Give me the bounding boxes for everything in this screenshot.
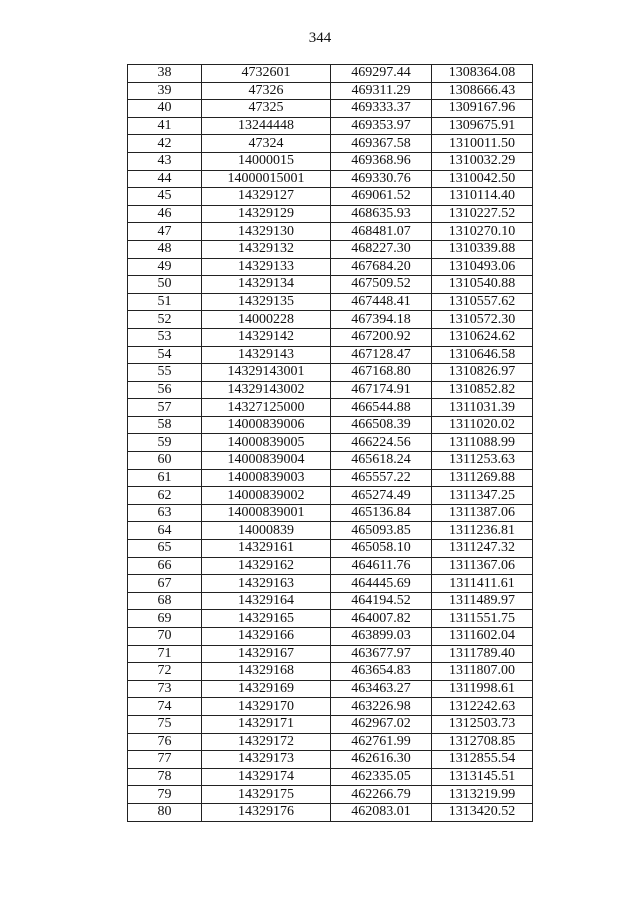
x-coordinate-cell: 465093.85 [331,522,432,540]
point-id-cell: 14329172 [202,733,331,751]
table-row [128,328,533,346]
y-coordinate-cell: 1310540.88 [432,276,533,294]
table-row [128,135,533,153]
x-coordinate-cell: 467200.92 [331,328,432,346]
x-coordinate-cell: 462335.05 [331,768,432,786]
x-coordinate-cell: 467174.91 [331,381,432,399]
x-coordinate-cell: 469061.52 [331,188,432,206]
table-row [128,399,533,417]
x-coordinate-cell: 465557.22 [331,469,432,487]
table-row [128,575,533,593]
table-row [128,628,533,646]
row-number-cell: 71 [128,645,202,663]
y-coordinate-cell: 1312242.63 [432,698,533,716]
y-coordinate-cell: 1310493.06 [432,258,533,276]
row-number-cell: 67 [128,575,202,593]
x-coordinate-cell: 463677.97 [331,645,432,663]
y-coordinate-cell: 1310227.52 [432,205,533,223]
table-row [128,786,533,804]
x-coordinate-cell: 463463.27 [331,680,432,698]
table-row [128,65,533,83]
x-coordinate-cell: 468227.30 [331,240,432,258]
row-number-cell: 68 [128,592,202,610]
table-row [128,364,533,382]
table-row [128,416,533,434]
row-number-cell: 53 [128,328,202,346]
x-coordinate-cell: 467509.52 [331,276,432,294]
row-number-cell: 44 [128,170,202,188]
y-coordinate-cell: 1311236.81 [432,522,533,540]
table-row [128,504,533,522]
table-row [128,188,533,206]
x-coordinate-cell: 469311.29 [331,82,432,100]
row-number-cell: 46 [128,205,202,223]
y-coordinate-cell: 1311807.00 [432,663,533,681]
row-number-cell: 42 [128,135,202,153]
table-row [128,540,533,558]
row-number-cell: 56 [128,381,202,399]
row-number-cell: 40 [128,100,202,118]
page-number: 344 [308,30,332,46]
point-id-cell: 14329169 [202,680,331,698]
point-id-cell: 14329135 [202,293,331,311]
y-coordinate-cell: 1312855.54 [432,751,533,769]
table-row [128,152,533,170]
row-number-cell: 74 [128,698,202,716]
x-coordinate-cell: 468635.93 [331,205,432,223]
point-id-cell: 14329175 [202,786,331,804]
row-number-cell: 60 [128,452,202,470]
point-id-cell: 14329143001 [202,364,331,382]
point-id-cell: 14329164 [202,592,331,610]
row-number-cell: 66 [128,557,202,575]
point-id-cell: 4732601 [202,65,331,83]
y-coordinate-cell: 1310114.40 [432,188,533,206]
row-number-cell: 73 [128,680,202,698]
x-coordinate-cell: 466508.39 [331,416,432,434]
table-row [128,803,533,821]
point-id-cell: 14329174 [202,768,331,786]
point-id-cell: 14327125000 [202,399,331,417]
point-id-cell: 14000839 [202,522,331,540]
table-row [128,293,533,311]
y-coordinate-cell: 1310339.88 [432,240,533,258]
y-coordinate-cell: 1312708.85 [432,733,533,751]
table-row [128,557,533,575]
table-row [128,452,533,470]
point-id-cell: 14000839005 [202,434,331,452]
y-coordinate-cell: 1311789.40 [432,645,533,663]
y-coordinate-cell: 1313420.52 [432,803,533,821]
x-coordinate-cell: 463654.83 [331,663,432,681]
row-number-cell: 54 [128,346,202,364]
y-coordinate-cell: 1311551.75 [432,610,533,628]
row-number-cell: 70 [128,628,202,646]
x-coordinate-cell: 462761.99 [331,733,432,751]
x-coordinate-cell: 468481.07 [331,223,432,241]
table-row [128,715,533,733]
table-row [128,434,533,452]
row-number-cell: 52 [128,311,202,329]
point-id-cell: 14000839001 [202,504,331,522]
table-row [128,346,533,364]
table-row [128,469,533,487]
table-row [128,768,533,786]
table-row [128,610,533,628]
y-coordinate-cell: 1310646.58 [432,346,533,364]
table-row [128,82,533,100]
y-coordinate-cell: 1311247.32 [432,540,533,558]
point-id-cell: 14329143 [202,346,331,364]
y-coordinate-cell: 1310826.97 [432,364,533,382]
point-id-cell: 14000015001 [202,170,331,188]
table-row [128,258,533,276]
table-row [128,276,533,294]
row-number-cell: 45 [128,188,202,206]
table-row [128,680,533,698]
row-number-cell: 43 [128,152,202,170]
row-number-cell: 41 [128,117,202,135]
x-coordinate-cell: 465058.10 [331,540,432,558]
point-id-cell: 14000839004 [202,452,331,470]
row-number-cell: 49 [128,258,202,276]
x-coordinate-cell: 463899.03 [331,628,432,646]
y-coordinate-cell: 1311387.06 [432,504,533,522]
row-number-cell: 77 [128,751,202,769]
point-id-cell: 14329162 [202,557,331,575]
row-number-cell: 61 [128,469,202,487]
row-number-cell: 39 [128,82,202,100]
point-id-cell: 14329165 [202,610,331,628]
table-row [128,240,533,258]
point-id-cell: 47326 [202,82,331,100]
table-row [128,733,533,751]
x-coordinate-cell: 462967.02 [331,715,432,733]
y-coordinate-cell: 1310852.82 [432,381,533,399]
x-coordinate-cell: 466224.56 [331,434,432,452]
y-coordinate-cell: 1311602.04 [432,628,533,646]
point-id-cell: 14329134 [202,276,331,294]
row-number-cell: 69 [128,610,202,628]
x-coordinate-cell: 463226.98 [331,698,432,716]
y-coordinate-cell: 1310042.50 [432,170,533,188]
point-id-cell: 14329171 [202,715,331,733]
row-number-cell: 64 [128,522,202,540]
table-row [128,592,533,610]
x-coordinate-cell: 465274.49 [331,487,432,505]
table-row [128,100,533,118]
point-id-cell: 47325 [202,100,331,118]
y-coordinate-cell: 1310572.30 [432,311,533,329]
x-coordinate-cell: 469297.44 [331,65,432,83]
x-coordinate-cell: 465618.24 [331,452,432,470]
y-coordinate-cell: 1311411.61 [432,575,533,593]
x-coordinate-cell: 462266.79 [331,786,432,804]
x-coordinate-cell: 467684.20 [331,258,432,276]
y-coordinate-cell: 1313145.51 [432,768,533,786]
x-coordinate-cell: 466544.88 [331,399,432,417]
x-coordinate-cell: 467394.18 [331,311,432,329]
x-coordinate-cell: 464194.52 [331,592,432,610]
y-coordinate-cell: 1313219.99 [432,786,533,804]
table-row [128,751,533,769]
row-number-cell: 79 [128,786,202,804]
y-coordinate-cell: 1311998.61 [432,680,533,698]
table-row [128,381,533,399]
point-id-cell: 14329176 [202,803,331,821]
x-coordinate-cell: 467128.47 [331,346,432,364]
table-row [128,522,533,540]
y-coordinate-cell: 1312503.73 [432,715,533,733]
y-coordinate-cell: 1310270.10 [432,223,533,241]
point-id-cell: 14329132 [202,240,331,258]
y-coordinate-cell: 1310557.62 [432,293,533,311]
table-row [128,311,533,329]
row-number-cell: 59 [128,434,202,452]
table-row [128,663,533,681]
row-number-cell: 76 [128,733,202,751]
point-id-cell: 14000839003 [202,469,331,487]
row-number-cell: 72 [128,663,202,681]
row-number-cell: 38 [128,65,202,83]
y-coordinate-cell: 1311269.88 [432,469,533,487]
x-coordinate-cell: 469333.37 [331,100,432,118]
row-number-cell: 58 [128,416,202,434]
coordinates-table [127,64,533,822]
row-number-cell: 48 [128,240,202,258]
point-id-cell: 14000839006 [202,416,331,434]
table-row [128,223,533,241]
point-id-cell: 47324 [202,135,331,153]
x-coordinate-cell: 469367.58 [331,135,432,153]
row-number-cell: 51 [128,293,202,311]
y-coordinate-cell: 1311088.99 [432,434,533,452]
point-id-cell: 14329173 [202,751,331,769]
point-id-cell: 14329161 [202,540,331,558]
coordinates-table-body [128,65,533,822]
point-id-cell: 14329130 [202,223,331,241]
point-id-cell: 14329143002 [202,381,331,399]
x-coordinate-cell: 469368.96 [331,152,432,170]
x-coordinate-cell: 465136.84 [331,504,432,522]
point-id-cell: 14329127 [202,188,331,206]
point-id-cell: 14329168 [202,663,331,681]
point-id-cell: 14329163 [202,575,331,593]
point-id-cell: 14329142 [202,328,331,346]
point-id-cell: 14329129 [202,205,331,223]
table-row [128,170,533,188]
point-id-cell: 14329133 [202,258,331,276]
point-id-cell: 14329167 [202,645,331,663]
y-coordinate-cell: 1310624.62 [432,328,533,346]
row-number-cell: 62 [128,487,202,505]
row-number-cell: 57 [128,399,202,417]
point-id-cell: 13244448 [202,117,331,135]
y-coordinate-cell: 1309675.91 [432,117,533,135]
table-row [128,645,533,663]
x-coordinate-cell: 467168.80 [331,364,432,382]
point-id-cell: 14000228 [202,311,331,329]
x-coordinate-cell: 464007.82 [331,610,432,628]
row-number-cell: 65 [128,540,202,558]
table-row [128,487,533,505]
row-number-cell: 55 [128,364,202,382]
table-row [128,205,533,223]
row-number-cell: 75 [128,715,202,733]
y-coordinate-cell: 1308364.08 [432,65,533,83]
y-coordinate-cell: 1311020.02 [432,416,533,434]
table-row [128,117,533,135]
y-coordinate-cell: 1311347.25 [432,487,533,505]
x-coordinate-cell: 462616.30 [331,751,432,769]
y-coordinate-cell: 1308666.43 [432,82,533,100]
row-number-cell: 78 [128,768,202,786]
y-coordinate-cell: 1310011.50 [432,135,533,153]
x-coordinate-cell: 462083.01 [331,803,432,821]
point-id-cell: 14000015 [202,152,331,170]
x-coordinate-cell: 464445.69 [331,575,432,593]
row-number-cell: 47 [128,223,202,241]
point-id-cell: 14329166 [202,628,331,646]
row-number-cell: 80 [128,803,202,821]
y-coordinate-cell: 1309167.96 [432,100,533,118]
y-coordinate-cell: 1311489.97 [432,592,533,610]
point-id-cell: 14000839002 [202,487,331,505]
y-coordinate-cell: 1311367.06 [432,557,533,575]
row-number-cell: 63 [128,504,202,522]
x-coordinate-cell: 464611.76 [331,557,432,575]
point-id-cell: 14329170 [202,698,331,716]
y-coordinate-cell: 1311031.39 [432,399,533,417]
row-number-cell: 50 [128,276,202,294]
x-coordinate-cell: 469353.97 [331,117,432,135]
x-coordinate-cell: 469330.76 [331,170,432,188]
y-coordinate-cell: 1311253.63 [432,452,533,470]
table-row [128,698,533,716]
y-coordinate-cell: 1310032.29 [432,152,533,170]
x-coordinate-cell: 467448.41 [331,293,432,311]
